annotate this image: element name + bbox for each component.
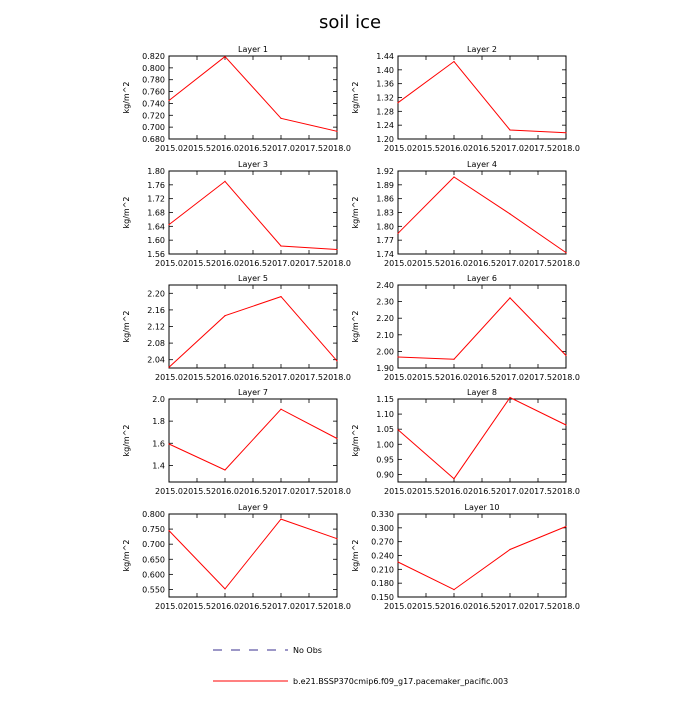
y-tick-label: 1.77 [376,236,394,246]
x-tick-label: 2016.5 [239,259,267,268]
y-tick-label: 0.300 [371,523,394,533]
legend [213,646,508,686]
panel-grid [122,45,580,611]
series-line [398,62,566,133]
y-tick-label: 0.800 [142,63,165,73]
y-tick-label: 1.72 [147,194,165,204]
x-tick-label: 2017.5 [524,144,552,153]
x-tick-label: 2017.0 [267,373,295,382]
series-line [169,409,337,470]
panel-layer-3 [122,160,351,268]
panel-layer-8 [351,388,580,496]
panel-layer-7 [122,388,351,496]
x-tick-label: 2018.0 [552,373,580,382]
data-point [280,296,281,297]
plot-frame [169,56,337,139]
y-tick-label: 2.0 [152,395,165,404]
data-point [397,429,398,430]
y-tick-label: 2.00 [376,347,394,357]
y-tick-label: 1.44 [376,52,394,61]
x-tick-label: 2015.5 [412,259,440,268]
x-tick-label: 2016.0 [211,373,239,382]
x-tick-label: 2016.0 [211,487,239,496]
y-tick-label: 0.600 [142,570,165,580]
panel-layer-4 [351,160,580,268]
x-tick-label: 2016.5 [468,487,496,496]
data-point [336,438,337,439]
x-tick-label: 2015.0 [155,373,183,382]
x-tick-label: 2017.5 [295,373,323,382]
y-tick-label: 1.64 [147,222,165,232]
x-tick-label: 2017.0 [267,602,295,611]
y-tick-label: 1.24 [376,121,394,131]
panel-title: Layer 7 [238,388,268,397]
x-tick-label: 2016.0 [211,602,239,611]
series-line [169,519,337,589]
panel-title: Layer 10 [464,503,500,512]
plot-frame [398,399,566,482]
data-point [224,469,225,470]
x-tick-label: 2017.5 [524,373,552,382]
x-tick-label: 2015.5 [412,602,440,611]
y-tick-label: 0.270 [371,537,394,547]
x-tick-label: 2016.0 [211,144,239,153]
y-tick-label: 2.20 [147,289,165,299]
plot-frame [398,56,566,139]
x-tick-label: 2015.5 [183,602,211,611]
y-axis-label: kg/m^2 [351,539,360,572]
x-tick-label: 2018.0 [552,144,580,153]
data-point [397,233,398,234]
x-tick-label: 2016.5 [468,144,496,153]
y-tick-label: 1.83 [376,208,394,218]
plot-frame [169,285,337,368]
y-tick-label: 0.650 [142,555,165,565]
x-tick-label: 2015.5 [183,259,211,268]
y-tick-label: 1.86 [376,194,394,204]
plot-frame [398,285,566,368]
x-tick-label: 2017.0 [496,487,524,496]
y-tick-label: 0.95 [376,455,394,465]
data-point [397,561,398,562]
panel-layer-9 [122,503,351,611]
x-tick-label: 2018.0 [323,259,351,268]
panel-layer-2 [351,45,580,153]
x-tick-label: 2016.0 [440,602,468,611]
data-point [509,549,510,550]
x-tick-label: 2015.0 [155,602,183,611]
x-tick-label: 2015.5 [412,144,440,153]
plot-frame [398,514,566,597]
x-tick-label: 2017.0 [496,602,524,611]
y-tick-label: 2.10 [376,330,394,340]
x-tick-label: 2015.5 [183,144,211,153]
data-point [509,129,510,130]
y-tick-label: 0.680 [142,135,165,144]
x-tick-label: 2018.0 [552,259,580,268]
x-tick-label: 2015.0 [384,144,412,153]
data-point [168,530,169,531]
y-tick-label: 0.800 [142,510,165,519]
panel-layer-1 [122,45,351,153]
data-point [565,424,566,425]
x-tick-label: 2018.0 [323,373,351,382]
data-point [224,181,225,182]
x-tick-label: 2016.5 [239,144,267,153]
y-tick-label: 1.15 [376,395,394,404]
x-tick-label: 2017.5 [295,602,323,611]
x-tick-label: 2017.5 [295,487,323,496]
y-tick-label: 1.60 [147,236,165,246]
panel-title: Layer 8 [467,388,497,397]
y-axis-label: kg/m^2 [351,81,360,114]
data-point [397,356,398,357]
plot-frame [398,171,566,254]
data-point [336,360,337,361]
y-tick-label: 2.08 [147,339,165,349]
data-point [565,252,566,253]
series-line [169,57,337,132]
x-tick-label: 2017.5 [295,259,323,268]
panel-layer-10 [351,503,580,611]
y-tick-label: 1.56 [147,250,165,259]
y-axis-label: kg/m^2 [122,196,131,229]
y-tick-label: 0.150 [371,593,394,602]
y-tick-label: 1.40 [376,65,394,75]
y-tick-label: 1.89 [376,180,394,190]
x-tick-label: 2016.5 [468,373,496,382]
y-tick-label: 1.10 [376,410,394,420]
y-tick-label: 1.28 [376,107,394,117]
y-tick-label: 0.90 [376,470,394,480]
y-tick-label: 0.750 [142,525,165,535]
y-tick-label: 1.05 [376,425,394,435]
x-tick-label: 2017.5 [524,487,552,496]
y-tick-label: 1.80 [376,222,394,232]
x-tick-label: 2018.0 [552,487,580,496]
x-tick-label: 2015.0 [384,259,412,268]
x-tick-label: 2016.0 [440,144,468,153]
y-axis-label: kg/m^2 [122,424,131,457]
x-tick-label: 2015.0 [384,487,412,496]
y-tick-label: 0.760 [142,87,165,97]
data-point [336,131,337,132]
panel-title: Layer 4 [467,160,497,169]
y-tick-label: 0.240 [371,551,394,561]
x-tick-label: 2015.5 [183,373,211,382]
x-tick-label: 2015.5 [412,487,440,496]
panel-title: Layer 3 [238,160,268,169]
y-tick-label: 0.740 [142,99,165,109]
y-axis-label: kg/m^2 [351,424,360,457]
x-tick-label: 2015.5 [183,487,211,496]
panel-layer-6 [351,274,580,382]
x-tick-label: 2017.5 [524,259,552,268]
data-point [453,359,454,360]
x-tick-label: 2016.0 [440,373,468,382]
x-tick-label: 2018.0 [323,602,351,611]
data-point [453,589,454,590]
series-line [398,298,566,359]
y-tick-label: 1.6 [152,439,165,449]
panel-title: Layer 6 [467,274,497,283]
series-line [398,527,566,590]
x-tick-label: 2016.0 [440,259,468,268]
data-point [453,61,454,62]
y-tick-label: 0.700 [142,123,165,133]
data-point [224,588,225,589]
data-point [168,224,169,225]
y-tick-label: 0.820 [142,52,165,61]
y-tick-label: 0.210 [371,565,394,575]
y-axis-label: kg/m^2 [351,196,360,229]
data-point [509,297,510,298]
data-point [336,538,337,539]
x-tick-label: 2016.5 [239,487,267,496]
data-point [168,443,169,444]
y-tick-label: 2.16 [147,305,165,315]
x-tick-label: 2018.0 [552,602,580,611]
x-tick-label: 2016.0 [211,259,239,268]
x-tick-label: 2017.0 [496,259,524,268]
y-tick-label: 2.04 [147,355,165,365]
data-point [336,249,337,250]
x-tick-label: 2015.5 [412,373,440,382]
y-tick-label: 0.550 [142,585,165,595]
x-tick-label: 2017.0 [267,259,295,268]
series-line [398,398,566,479]
y-tick-label: 0.720 [142,111,165,121]
x-tick-label: 2017.0 [267,144,295,153]
y-tick-label: 1.4 [152,461,165,471]
data-point [168,367,169,368]
x-tick-label: 2016.5 [468,259,496,268]
data-point [509,397,510,398]
data-point [280,409,281,410]
panel-title: Layer 2 [467,45,497,54]
data-point [224,56,225,57]
series-line [398,177,566,253]
y-axis-label: kg/m^2 [122,81,131,114]
y-tick-label: 1.90 [376,364,394,373]
plot-frame [169,171,337,254]
x-tick-label: 2016.5 [468,602,496,611]
data-point [224,315,225,316]
figure-title: soil ice [318,12,382,33]
data-point [565,355,566,356]
y-tick-label: 0.700 [142,540,165,550]
x-tick-label: 2018.0 [323,487,351,496]
y-tick-label: 1.76 [147,180,165,190]
y-tick-label: 0.330 [371,510,394,519]
x-tick-label: 2015.0 [384,373,412,382]
x-tick-label: 2016.5 [239,602,267,611]
plot-frame [169,514,337,597]
y-tick-label: 1.00 [376,440,394,450]
data-point [280,118,281,119]
plot-frame [169,399,337,482]
x-tick-label: 2017.0 [496,144,524,153]
y-tick-label: 1.68 [147,208,165,218]
y-tick-label: 1.92 [376,167,394,176]
panel-layer-5 [122,274,351,382]
x-tick-label: 2015.0 [155,259,183,268]
x-tick-label: 2015.0 [155,487,183,496]
y-tick-label: 1.80 [147,167,165,176]
series-line [169,297,337,368]
x-tick-label: 2018.0 [323,144,351,153]
y-tick-label: 2.30 [376,297,394,307]
y-tick-label: 1.20 [376,135,394,144]
data-point [565,132,566,133]
y-tick-label: 2.20 [376,314,394,324]
y-axis-label: kg/m^2 [122,539,131,572]
panel-title: Layer 1 [238,45,268,54]
x-tick-label: 2017.0 [496,373,524,382]
panel-title: Layer 5 [238,274,268,283]
x-tick-label: 2015.0 [155,144,183,153]
data-point [280,245,281,246]
y-tick-label: 1.36 [376,79,394,89]
y-axis-label: kg/m^2 [351,310,360,343]
x-tick-label: 2017.5 [524,602,552,611]
data-point [565,526,566,527]
data-point [453,478,454,479]
data-point [280,519,281,520]
x-tick-label: 2015.0 [384,602,412,611]
y-axis-label: kg/m^2 [122,310,131,343]
y-tick-label: 0.180 [371,579,394,589]
y-tick-label: 2.12 [147,322,165,332]
x-tick-label: 2017.0 [267,487,295,496]
legend-model-label: b.e21.BSSP370cmip6.f09_g17.pacemaker_pacific.003 [293,677,509,686]
data-point [509,213,510,214]
panel-title: Layer 9 [238,503,268,512]
data-point [168,100,169,101]
x-tick-label: 2016.5 [239,373,267,382]
legend-obs-label: No Obs [293,646,322,655]
x-tick-label: 2016.0 [440,487,468,496]
y-tick-label: 1.32 [376,93,394,103]
y-tick-label: 0.780 [142,75,165,85]
series-line [169,181,337,249]
y-tick-label: 2.40 [376,281,394,290]
data-point [397,102,398,103]
y-tick-label: 1.8 [152,417,165,427]
x-tick-label: 2017.5 [295,144,323,153]
data-point [453,176,454,177]
y-tick-label: 1.74 [376,250,394,259]
